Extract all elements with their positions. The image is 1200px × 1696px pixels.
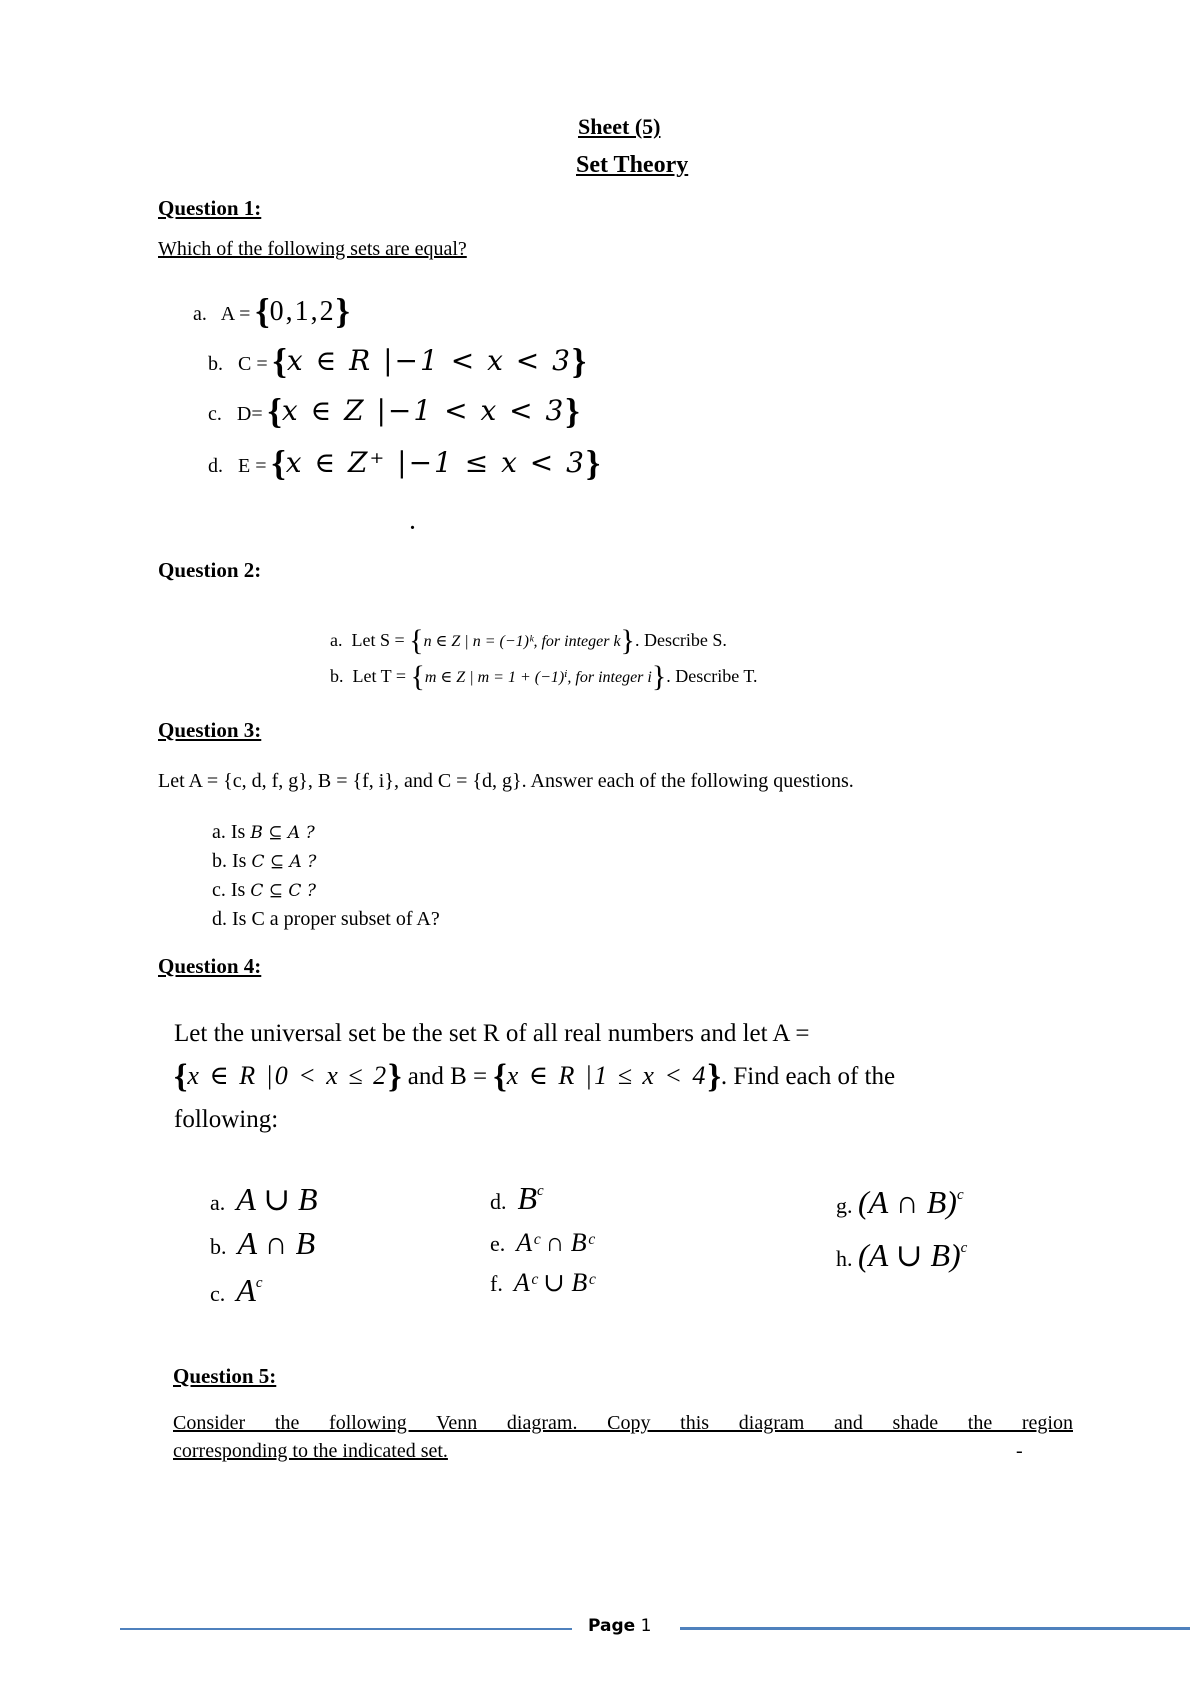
item-post: . Describe S.	[634, 630, 727, 650]
stray-dash: -	[1016, 1440, 1023, 1462]
close-brace: }	[571, 341, 587, 381]
q3-item-a: a. Is B ⊆ A ?	[212, 821, 315, 843]
set-a-expression: x ∈ R |0 < x ≤ 2	[187, 1061, 389, 1090]
close-brace: }	[565, 391, 580, 431]
q4-item-h: h. (A ∪ B)$^c$	[836, 1237, 968, 1273]
q1-item-c	[208, 390, 580, 432]
item-lhs: E =	[238, 455, 267, 477]
q3-item-c: c. Is C ⊆ C ?	[212, 879, 316, 901]
question-5-heading: Question 5:	[173, 1364, 277, 1388]
set-b-expression: x ∈ R |1 ≤ x < 4	[506, 1061, 708, 1090]
q2-item-a	[330, 624, 727, 658]
set-expression: m ∈ Z | m = 1 + (−1)ⁱ, for integer i	[424, 669, 652, 686]
open-brace: {	[410, 660, 425, 693]
q3-items	[212, 818, 440, 933]
item-lhs: D=	[236, 403, 263, 425]
question-3-prompt: Let A = {c, d, f, g}, B = {f, i}, and C = {d, g}. Answer each of the following questions.	[158, 770, 854, 792]
item-label: c.	[208, 403, 222, 425]
item-post: . Describe T.	[666, 666, 758, 686]
question-1-prompt: Which of the following sets are equal?	[158, 238, 467, 260]
item-label: b.	[208, 353, 223, 375]
question-5-text-2: corresponding to the indicated set.	[173, 1440, 448, 1462]
question-4-line-2	[174, 1058, 895, 1096]
close-brace: }	[335, 291, 350, 331]
question-4-heading: Question 4:	[158, 954, 262, 978]
q3-item-d: d. Is C a proper subset of A?	[212, 908, 440, 930]
open-brace: {	[493, 1058, 507, 1095]
q4-item-d: d. $B^c$	[490, 1180, 544, 1216]
item-lhs: C =	[238, 353, 268, 375]
open-brace: {	[255, 291, 270, 331]
close-brace: }	[585, 443, 601, 483]
set-expression: 0,1,2	[269, 296, 336, 327]
tail-text: . Find each of the	[720, 1063, 896, 1090]
open-brace: {	[271, 443, 286, 483]
footer-rule-right	[680, 1627, 1190, 1630]
question-4-line-3: following:	[174, 1106, 279, 1133]
item-pre: Let S =	[351, 630, 405, 650]
set-expression: x ∈ R |−1 < x < 3	[286, 344, 572, 377]
question-4-line-1: Let the universal set be the set R of all real numbers and let A =	[174, 1020, 810, 1047]
q1-item-d	[208, 442, 600, 484]
set-expression: x ∈ Z |−1 < x < 3	[281, 394, 566, 427]
item-label: d.	[208, 455, 223, 477]
stray-dot: .	[410, 512, 415, 534]
question-5-text: Consider the following Venn diagram. Copy this diagram and shade the region	[173, 1412, 1073, 1434]
q4-item-b: b. A ∩ B	[210, 1225, 316, 1261]
question-2-heading: Question 2:	[158, 558, 262, 582]
item-lhs: A =	[220, 303, 251, 325]
open-brace: {	[267, 391, 282, 431]
q3-item-b: b. Is C ⊆ A ?	[212, 850, 317, 872]
q4-item-c: c. $A^c$	[210, 1272, 263, 1308]
open-brace: {	[272, 341, 287, 381]
sheet-title: Sheet (5)	[578, 114, 661, 139]
question-1-heading: Question 1:	[158, 196, 262, 220]
close-brace: }	[707, 1058, 721, 1095]
close-brace: }	[651, 660, 667, 693]
q1-item-b	[208, 340, 586, 382]
item-label: a.	[330, 630, 343, 650]
subject-title: Set Theory	[576, 152, 689, 178]
open-brace: {	[409, 624, 424, 657]
close-brace: }	[620, 624, 635, 657]
q2-item-b	[330, 660, 758, 694]
set-expression: x ∈ Z⁺ |−1 ≤ x < 3	[285, 446, 586, 479]
q4-item-g: g. (A ∩ B)$^c$	[836, 1184, 964, 1220]
question-3-heading: Question 3:	[158, 718, 262, 742]
open-brace: {	[174, 1058, 188, 1095]
close-brace: }	[388, 1058, 402, 1095]
set-expression: n ∈ Z | n = (−1)ᵏ, for integer k	[423, 633, 621, 650]
page-number: Page 1	[588, 1616, 652, 1636]
item-label: b.	[330, 666, 344, 686]
q4-item-a: a. A ∪ B	[210, 1181, 318, 1217]
item-label: a.	[193, 303, 207, 325]
footer-rule-left	[120, 1628, 572, 1630]
q1-item-a	[193, 290, 350, 332]
q4-item-f: f. Aᶜ ∪ Bᶜ	[490, 1268, 595, 1297]
and-b-text: and B =	[407, 1063, 488, 1090]
item-pre: Let T =	[352, 666, 406, 686]
q4-item-e: e. Aᶜ ∩ Bᶜ	[490, 1228, 594, 1257]
